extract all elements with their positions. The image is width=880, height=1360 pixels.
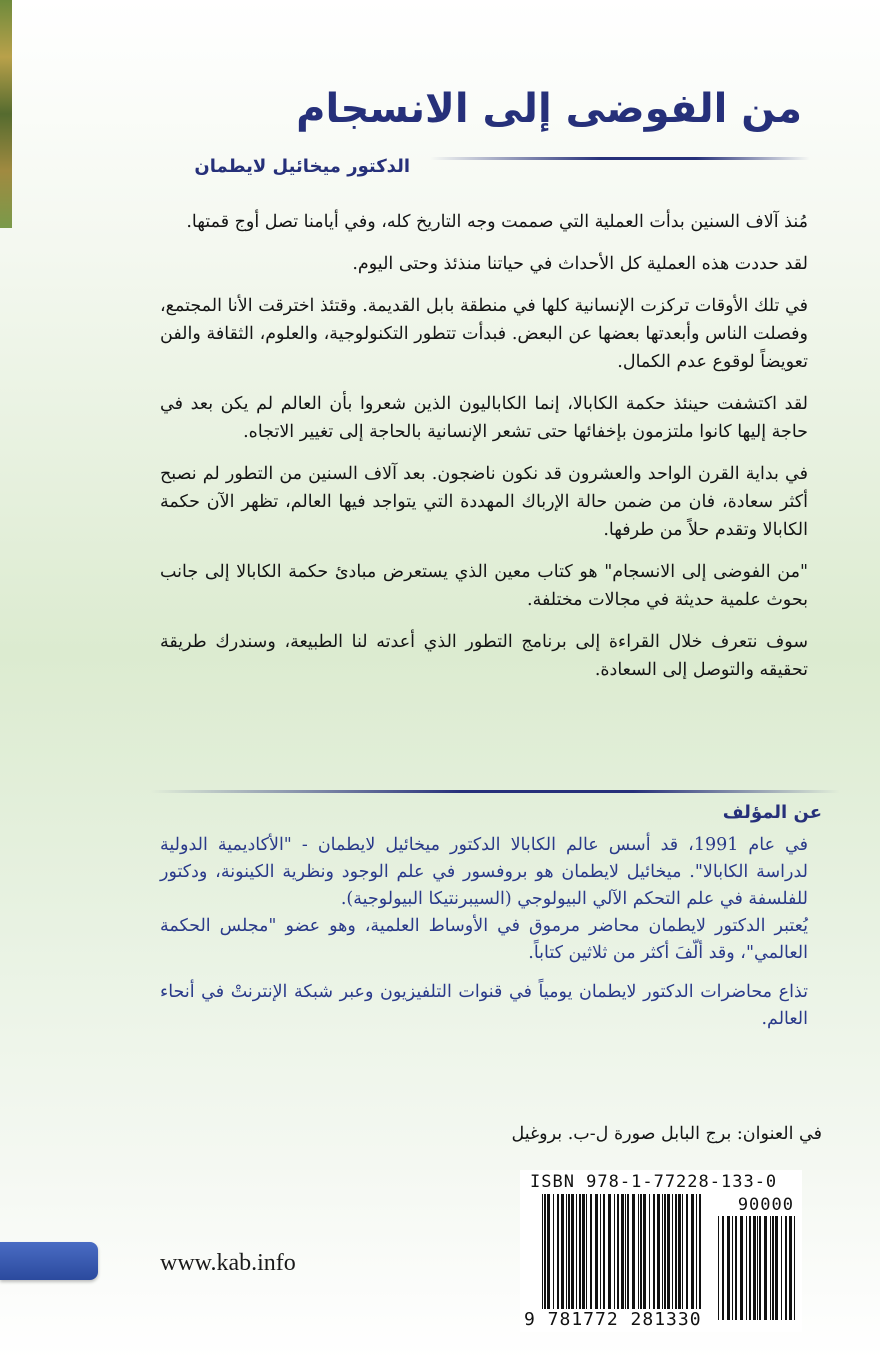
barcode-bar: [753, 1216, 756, 1320]
barcode-bar: [632, 1194, 635, 1310]
barcode-bar: [614, 1194, 615, 1310]
barcode-bar: [579, 1194, 581, 1310]
barcode-bar: [608, 1194, 611, 1310]
barcode-bar: [686, 1194, 688, 1310]
barcode-bar: [600, 1194, 601, 1310]
section-divider: [150, 790, 840, 793]
barcode-bar: [770, 1216, 771, 1320]
barcode-bar: [582, 1194, 585, 1310]
barcode-bar: [699, 1194, 701, 1310]
barcode-bar: [586, 1194, 587, 1310]
barcode-bar: [643, 1194, 646, 1310]
description-paragraph: "من الفوضى إلى الانسجام" هو كتاب معين الذي يستعرض مبادئ حكمة الكابالا إلى جانب بحوث علمية حديثة في مجالات مختلفة.: [160, 562, 808, 610]
book-title: من الفوضى إلى الانسجام: [296, 86, 802, 132]
barcode-bar: [785, 1216, 787, 1320]
about-author-heading: عن المؤلف: [722, 802, 822, 823]
barcode-bar: [732, 1216, 733, 1320]
barcode-bar: [757, 1216, 758, 1320]
barcode-block: [520, 1170, 802, 1332]
barcode-bar: [576, 1194, 577, 1310]
barcode-bar: [718, 1216, 719, 1320]
barcode-bar: [781, 1216, 782, 1320]
title-underline: [430, 157, 810, 160]
barcode-bar: [764, 1216, 767, 1320]
barcode-bar: [675, 1194, 677, 1310]
barcode-bar: [667, 1194, 670, 1310]
description-paragraph: في بداية القرن الواحد والعشرون قد نكون ناضجون. بعد آلاف السنين من التطور لم نصبح أكثر سعادة، فان من ضمن حالة الإرباك المهددة التي يتواجد فيها العالم، تظهر الآن حكمة الكابالا وتقدم حلاً من طرفها.: [160, 464, 808, 540]
barcode-bar: [640, 1194, 642, 1310]
about-paragraph: يُعتبر الدكتور لايطمان محاضر مرموق في الأوساط العلمية، وهو عضو "مجلس الحكمة العالمي"، وقد ألّفَ أكثر من ثلاثين كتاباً.: [160, 916, 808, 963]
ean-digits: 9 781772 281330: [524, 1309, 702, 1330]
barcode-bar: [794, 1216, 795, 1320]
barcode-bar: [568, 1194, 570, 1310]
barcode-bar: [691, 1194, 694, 1310]
barcode-bar: [638, 1194, 639, 1310]
barcode-bar: [735, 1216, 737, 1320]
cover-image-edge: [0, 0, 12, 228]
description-paragraph: لقد حددت هذه العملية كل الأحداث في حياتنا منذئذ وحتى اليوم.: [352, 254, 808, 274]
barcode-bar: [664, 1194, 666, 1310]
barcode-bar: [557, 1194, 559, 1310]
description-paragraph: سوف نتعرف خلال القراءة إلى برنامج التطور الذي أعدته لنا الطبيعة، وسندرك طريقة تحقيقه والتوصل إلى السعادة.: [160, 632, 808, 680]
barcode-bar: [682, 1194, 683, 1310]
barcode-bar: [625, 1194, 626, 1310]
barcode-bar: [727, 1216, 730, 1320]
barcode-bar: [627, 1194, 629, 1310]
barcode-bar: [746, 1216, 747, 1320]
barcode-bar: [621, 1194, 624, 1310]
barcode-bar: [590, 1194, 592, 1310]
about-paragraph: في عام 1991، قد أسس عالم الكابالا الدكتور ميخائيل لايطمان - "الأكاديمية الدولية لدراسة الكابالا". ميخائيل لايطمان هو بروفسور في علم الوجود ونظرية الكينونة، ودكتور للفلسفة في علم التحكم الآلي البيولوجي (السيبرنتيكا البيولوجية).: [160, 835, 808, 909]
barcode-bar: [617, 1194, 619, 1310]
about-paragraph: تذاع محاضرات الدكتور لايطمان يومياً في قنوات التلفيزيون وعبر شبكة الإنترنتْ في أنحاء العالم.: [160, 982, 808, 1029]
barcode-bar: [789, 1216, 792, 1320]
barcode-bar: [649, 1194, 650, 1310]
barcode-bar: [542, 1194, 543, 1310]
barcode-bar: [678, 1194, 681, 1310]
publisher-tab: [0, 1242, 98, 1280]
barcode-bar: [553, 1194, 554, 1310]
barcode-bar: [547, 1194, 550, 1310]
barcode-bar: [571, 1194, 574, 1310]
description-paragraph: مُنذ آلاف السنين بدأت العملية التي صممت وجه التاريخ كله، وفي أيامنا تصل أوج قمتها.: [186, 212, 808, 232]
barcode-bar: [740, 1216, 743, 1320]
barcode-bar: [759, 1216, 761, 1320]
barcode-bar: [662, 1194, 663, 1310]
barcode-bar: [603, 1194, 605, 1310]
barcode-bar: [672, 1194, 673, 1310]
barcode-bar: [657, 1194, 660, 1310]
description-paragraph: لقد اكتشفت حينئذ حكمة الكابالا، إنما الكاباليون الذين شعروا بأن العالم لم يكن بعد في حاجة إليها كانوا ملتزمون بإخفائها حتى تشعر الإنسانية بالحاجة إلى تغيير الاتجاه.: [160, 394, 808, 442]
barcode-bar: [566, 1194, 567, 1310]
barcode-bar: [696, 1194, 697, 1310]
description-paragraph: في تلك الأوقات تركزت الإنسانية كلها في منطقة بابل القديمة. وقتئذ اخترقت الأنا المجتمع، وفصلت الناس وأبعدتها بعضها عن البعض. فبدأت تتطور التكنولوجية، والعلوم، الثقافة والفن تعويضاً لوقوع عدم الكمال.: [160, 296, 808, 372]
barcode-bar: [561, 1194, 564, 1310]
barcode-bar: [775, 1216, 778, 1320]
barcode-bar: [595, 1194, 598, 1310]
barcode-bar: [653, 1194, 655, 1310]
barcode-bar: [544, 1194, 546, 1310]
book-description: [160, 208, 808, 698]
isbn-number: ISBN 978-1-77228-133-0: [530, 1172, 778, 1192]
barcode-bar: [749, 1216, 751, 1320]
about-author-text: [160, 832, 808, 1033]
publisher-website: www.kab.info: [160, 1250, 296, 1276]
price-code: 90000: [737, 1195, 794, 1215]
cover-image-credit: في العنوان: برج البابل صورة ل-ب. بروغيل: [511, 1124, 822, 1144]
barcode-bar: [722, 1216, 724, 1320]
book-author: الدكتور ميخائيل لايطمان: [194, 156, 410, 177]
barcode-bar: [772, 1216, 774, 1320]
